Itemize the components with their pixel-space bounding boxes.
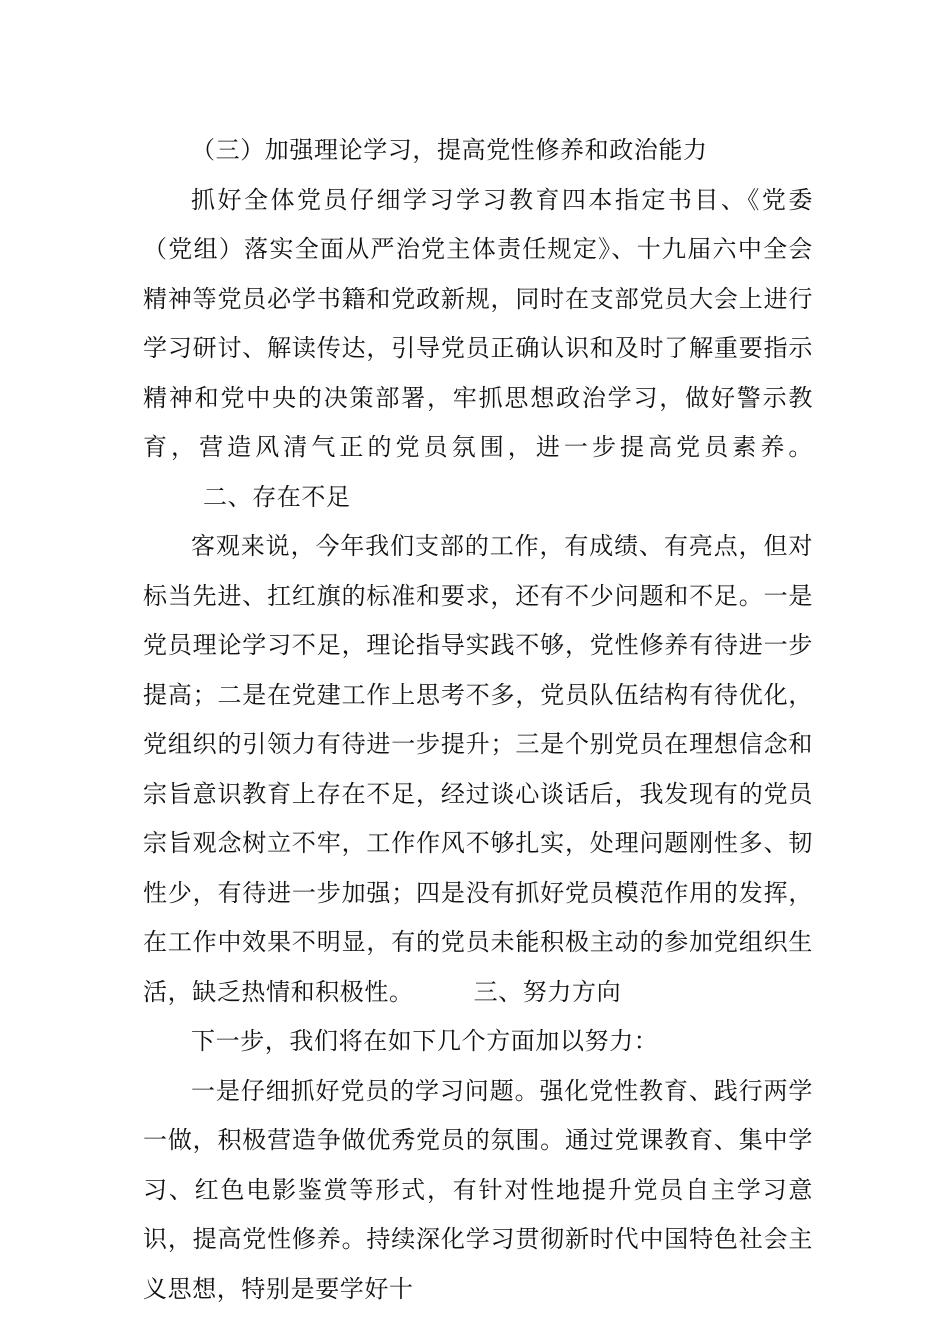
heading-shortcomings: 二、存在不足: [203, 482, 351, 511]
paragraph-shortcomings-text: 客观来说，今年我们支部的工作，有成绩、有亮点，但对标当先进、扛红旗的标准和要求，还有不少问题和不足。一是党员理论学习不足，理论指导实践不够，党性修养有待进一步提高；二是在党建工作上思考不多，党员队伍结构有待优化，党组织的引领力有待进一步提升；三是个别党员在理想信念和宗旨意识教育上存在不足，经过谈心谈话后，我发现有的党员宗旨观念树立不牢，工作作风不够扎实，处理问题刚性多、韧性少，有待进一步加强；四是没有抓好党员模范作用的发挥，在工作中效果不明显，有的党员未能积极主动的参加党组织生活，缺乏热情和积极性。: [143, 532, 813, 1006]
section-heading: （三）加强理论学习，提高党性修养和政治能力: [191, 136, 708, 164]
paragraph-theory-study-text: 抓好全体党员仔细学习学习教育四本指定书目、《党委（党组）落实全面从严治党主体责任规定》、十九届六中全会精神等党员必学书籍和党政新规，同时在支部党员大会上进行学习研讨、解读传达，引导党员正确认识和及时了解重要指示精神和党中央的决策部署，牢抓思想政治学习，做好警示教育，营造风清气正的党员氛围，进一步提高党员素养。: [143, 185, 813, 461]
paragraph-next-steps: 下一步，我们将在如下几个方面加以努力：: [191, 1027, 659, 1055]
paragraph-theory-study: [143, 176, 813, 523]
heading-direction: 三、努力方向: [473, 977, 622, 1006]
paragraph-shortcomings: [143, 522, 813, 1017]
document-body: [143, 126, 813, 1314]
paragraph-study-problem: 一是仔细抓好党员的学习问题。强化党性教育、践行两学一做，积极营造争做优秀党员的氛围。通过党课教育、集中学习、红色电影鉴赏等形式，有针对性地提升党员自主学习意识，提高党性修养。持续深化学习贯彻新时代中国特色社会主义思想，特别是要学好十: [143, 1076, 813, 1303]
